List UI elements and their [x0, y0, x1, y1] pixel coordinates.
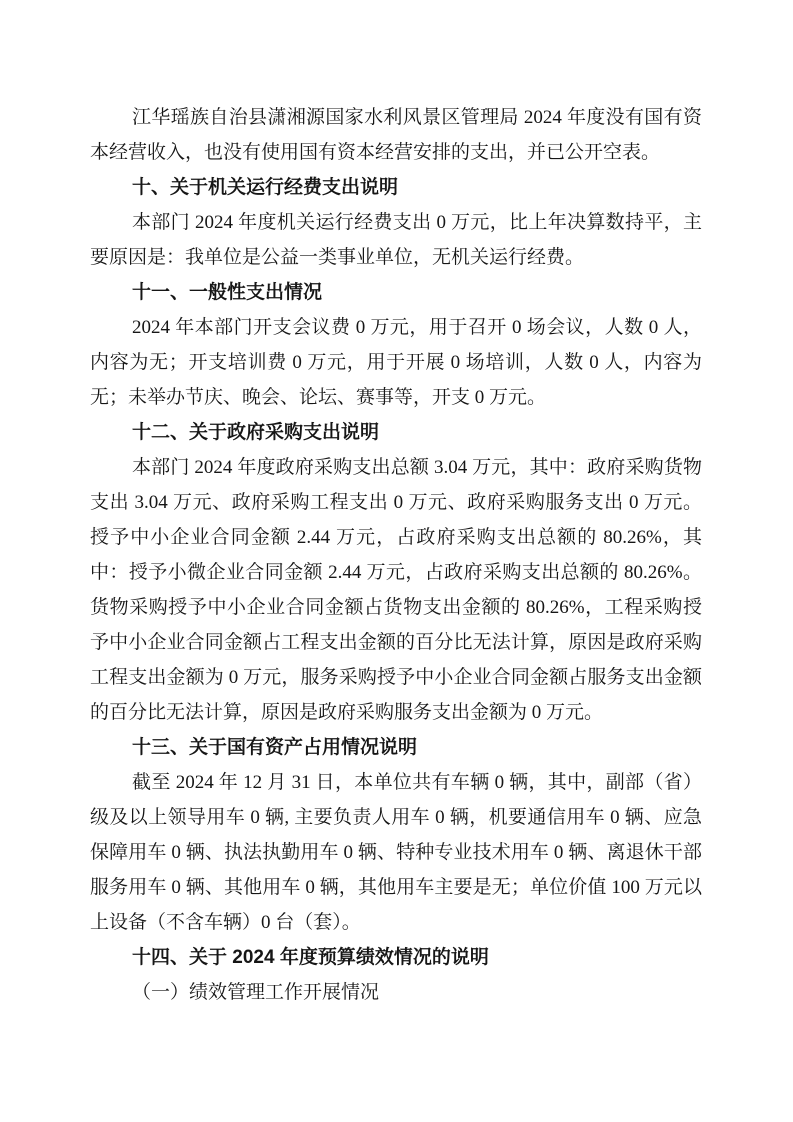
text-line: 中：授予小微企业合同金额 2.44 万元，占政府采购支出总额的 80.26%。 — [90, 562, 702, 583]
text-line: 货物采购授予中小企业合同金额占货物支出金额的 80.26%，工程采购授 — [90, 597, 702, 618]
text-line: 服务用车 0 辆、其他用车 0 辆，其他用车主要是无；单位价值 100 万元以 — [90, 877, 702, 898]
sub-section-heading: （一）绩效管理工作开展情况 — [132, 982, 380, 1003]
text-line: 2024 年本部门开支会议费 0 万元，用于召开 0 场会议，人数 0 人， — [132, 317, 702, 338]
section-heading: 十三、关于国有资产占用情况说明 — [132, 737, 418, 758]
text-line: 级及以上领导用车 0 辆, 主要负责人用车 0 辆，机要通信用车 0 辆、应急 — [90, 807, 702, 828]
text-line: 要原因是：我单位是公益一类事业单位，无机关运行经费。 — [90, 247, 585, 268]
text-line: 工程支出金额为 0 万元，服务采购授予中小企业合同金额占服务支出金额 — [90, 667, 702, 688]
text-line: 的百分比无法计算，原因是政府采购服务支出金额为 0 万元。 — [90, 702, 604, 723]
text-line: 本部门 2024 年度政府采购支出总额 3.04 万元，其中：政府采购货物 — [132, 457, 702, 478]
text-line: 授予中小企业合同金额 2.44 万元，占政府采购支出总额的 80.26%，其 — [90, 527, 702, 548]
text-line: 江华瑶族自治县潇湘源国家水利风景区管理局 2024 年度没有国有资 — [132, 107, 702, 128]
text-line: 支出 3.04 万元、政府采购工程支出 0 万元、政府采购服务支出 0 万元。 — [90, 492, 702, 513]
section-heading: 十一、一般性支出情况 — [132, 282, 323, 303]
section-heading: 十、关于机关运行经费支出说明 — [132, 177, 399, 198]
text-line: 本部门 2024 年度机关运行经费支出 0 万元，比上年决算数持平，主 — [132, 212, 702, 233]
document-content — [90, 100, 702, 1010]
text-line: 无；未举办节庆、晚会、论坛、赛事等，开支 0 万元。 — [90, 387, 547, 408]
text-line: 内容为无；开支培训费 0 万元，用于开展 0 场培训，人数 0 人，内容为 — [90, 352, 702, 373]
section-heading: 十二、关于政府采购支出说明 — [132, 422, 380, 443]
text-line: 予中小企业合同金额占工程支出金额的百分比无法计算，原因是政府采购 — [90, 632, 702, 653]
text-line: 本经营收入，也没有使用国有资本经营安排的支出，并已公开空表。 — [90, 142, 661, 163]
text-line: 截至 2024 年 12 月 31 日，本单位共有车辆 0 辆，其中，副部（省） — [132, 772, 702, 793]
section-heading: 十四、关于 2024 年度预算绩效情况的说明 — [132, 947, 489, 968]
text-line: 保障用车 0 辆、执法执勤用车 0 辆、特种专业技术用车 0 辆、离退休干部 — [90, 842, 702, 863]
text-line: 上设备（不含车辆）0 台（套）。 — [90, 912, 361, 933]
